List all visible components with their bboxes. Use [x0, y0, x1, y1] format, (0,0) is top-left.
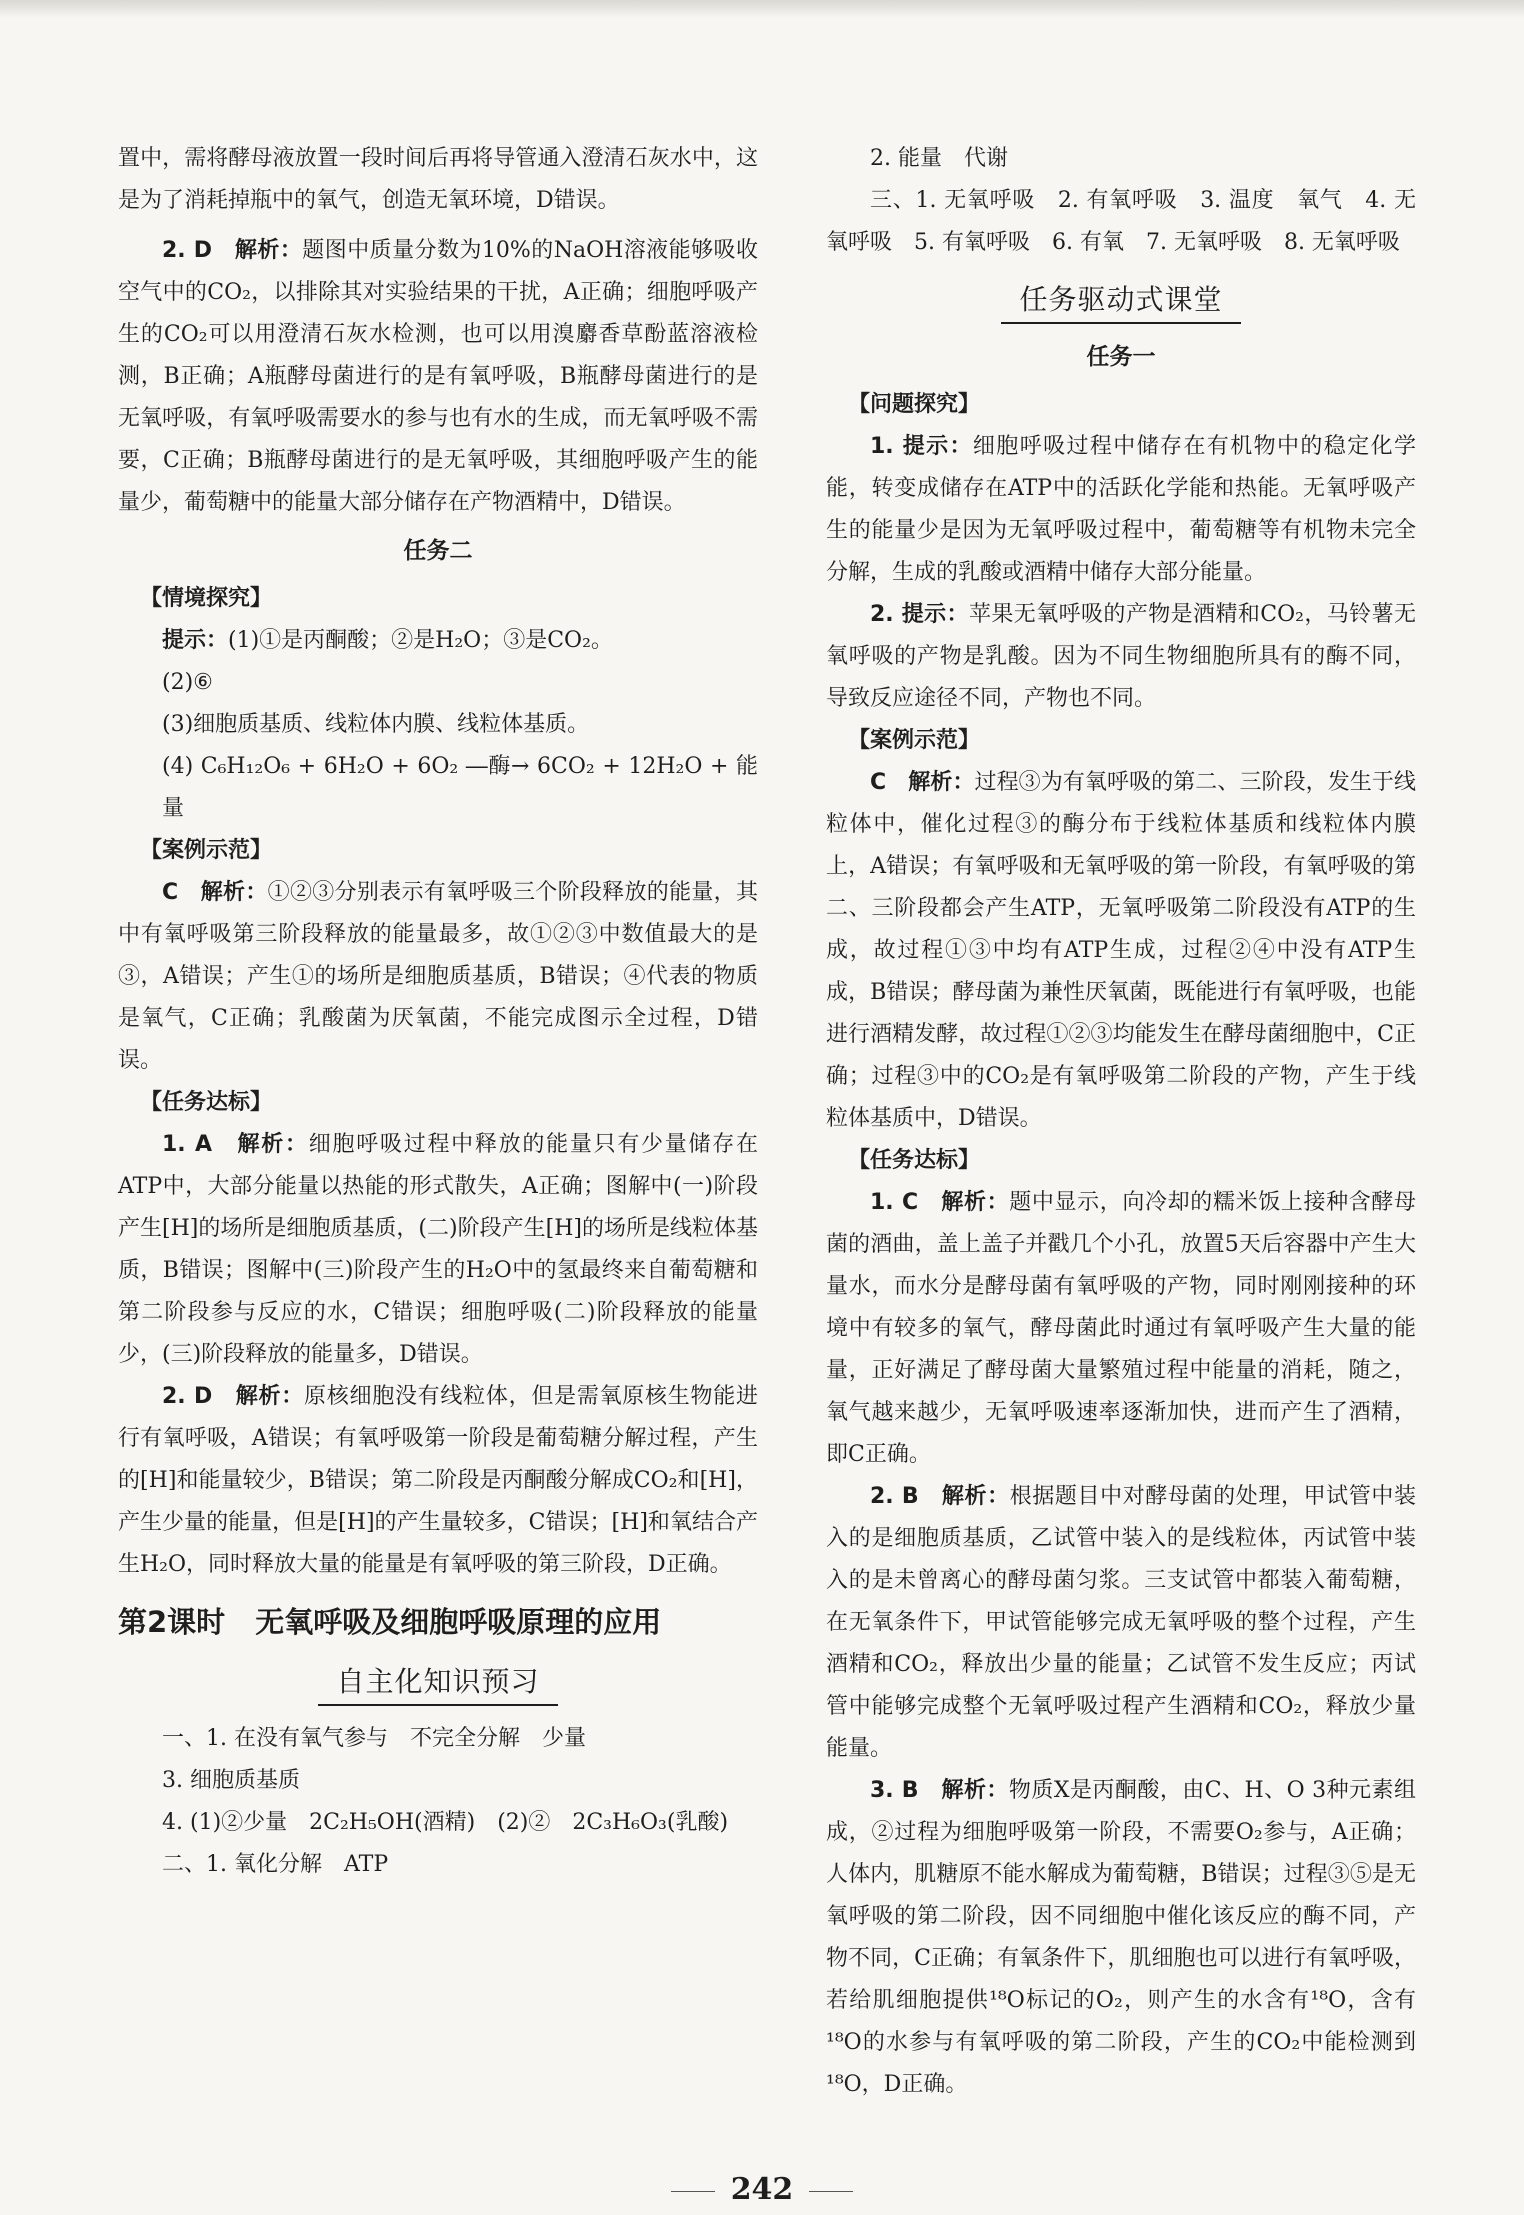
paragraph-text: 置中，需将酵母液放置一段时间后再将导管通入澄清石灰水中，这是为了消耗掉瓶中的氧气，创造无氧环境，D错误。 — [118, 146, 758, 213]
question-tip-2 — [826, 594, 1416, 720]
answer-text: 细胞呼吸过程中释放的能量只有少量储存在ATP中，大部分能量以热能的形式散失，A正确；图解中(一)阶段产生[H]的场所是细胞质基质，(二)阶段产生[H]的场所是线粒体基质，B错误；图解中(三)阶段产生的H₂O中的氢最终来自葡萄糖和第二阶段参与反应的水，C错误；细胞呼吸(二)阶段释放的能量少，(三)阶段释放的能量多，D错误。 — [118, 1132, 758, 1367]
goal-answer-2 — [118, 1376, 758, 1586]
tip-label: 提示： — [162, 628, 229, 653]
answer-text: 过程③为有氧呼吸的第二、三阶段，发生于线粒体中，催化过程③的酶分布于线粒体基质和线粒体内膜上，A错误；有氧呼吸和无氧呼吸的第一阶段，有氧呼吸的第二、三阶段都会产生ATP，无氧呼吸第二阶段没有ATP的生成，故过程①③中均有ATP生成，过程②④中没有ATP生成，B错误；酵母菌为兼性厌氧菌，既能进行有氧呼吸，也能进行酒精发酵，故过程①②③均能发生在酵母菌细胞中，C正确；过程③中的CO₂是有氧呼吸第二阶段的产物，产生于线粒体基质中，D错误。 — [826, 770, 1416, 1131]
preview-line-5: 2. 能量 代谢 — [870, 146, 1008, 171]
preview-line-6: 三、1. 无氧呼吸 2. 有氧呼吸 3. 温度 氧气 4. 无氧呼吸 5. 有氧呼吸 6. 有氧 7. 无氧呼吸 8. 无氧呼吸 — [826, 188, 1416, 255]
answer-label: 2. B 解析： — [870, 1484, 1010, 1509]
preview-line-3: 4. (1)②少量 2C₂H₅OH(酒精) (2)② 2C₃H₆O₃(乳酸) — [162, 1810, 729, 1835]
tip-label: 2. 提示： — [870, 602, 969, 627]
section-case: 【案例示范】 — [848, 728, 981, 753]
section-question: 【问题探究】 — [848, 392, 981, 417]
question-tip-1 — [826, 426, 1416, 594]
task-two-title: 任务二 — [403, 538, 473, 564]
tip-text: (1)①是丙酮酸；②是H₂O；③是CO₂。 — [228, 628, 613, 653]
paragraph — [118, 138, 758, 222]
tip-line-4-equation: (4) C₆H₁₂O₆ + 6H₂O + 6O₂ ―酶→ 6CO₂ + 12H₂O + 能量 — [162, 754, 758, 821]
answer-label: 2. D 解析： — [162, 1384, 304, 1409]
goal-answer-1 — [826, 1182, 1416, 1476]
right-column — [826, 138, 1416, 2106]
tip-text: 苹果无氧呼吸的产物是酒精和CO₂，马铃薯无氧呼吸的产物是乳酸。因为不同生物细胞所具有的酶不同，导致反应途径不同，产物也不同。 — [826, 602, 1416, 711]
answer-text: ①②③分别表示有氧呼吸三个阶段释放的能量，其中有氧呼吸第三阶段释放的能量最多，故①②③中数值最大的是③，A错误；产生①的场所是细胞质基质，B错误；④代表的物质是氧气，C正确；乳酸菌为厌氧菌，不能完成图示全过程，D错误。 — [118, 880, 758, 1073]
answer-label: 1. C 解析： — [870, 1190, 1010, 1215]
answer-text: 题图中质量分数为10%的NaOH溶液能够吸收空气中的CO₂，以排除其对实验结果的干扰，A正确；细胞呼吸产生的CO₂可以用澄清石灰水检测，也可以用溴麝香草酚蓝溶液检测，B正确；A瓶酵母菌进行的是有氧呼吸，B瓶酵母菌进行的是无氧呼吸，有氧呼吸需要水的参与也有水的生成，而无氧呼吸不需要，C正确；B瓶酵母菌进行的是无氧呼吸，其细胞呼吸产生的能量少，葡萄糖中的能量大部分储存在产物酒精中，D错误。 — [118, 238, 758, 515]
answer-label: C 解析： — [162, 880, 268, 905]
case-answer — [118, 872, 758, 1082]
preview-line-1: 一、1. 在没有氧气参与 不完全分解 少量 — [162, 1726, 586, 1751]
answer-text: 题中显示，向冷却的糯米饭上接种含酵母菌的酒曲，盖上盖子并戳几个小孔，放置5天后容器中产生大量水，而水分是酵母菌有氧呼吸的产物，同时刚刚接种的环境中有较多的氧气，酵母菌此时通过有氧呼吸产生大量的能量，正好满足了酵母菌大量繁殖过程中能量的消耗，随之，氧气越来越少，无氧呼吸速率逐渐加快，进而产生了酒精，即C正确。 — [826, 1190, 1416, 1467]
answer-label: 3. B 解析： — [870, 1778, 1009, 1803]
answer-text: 物质X是丙酮酸，由C、H、O 3种元素组成，②过程为细胞呼吸第一阶段，不需要O₂参与，A正确；人体内，肌糖原不能水解成为葡萄糖，B错误；过程③⑤是无氧呼吸的第二阶段，因不同细胞中催化该反应的酶不同，产物不同，C正确；有氧条件下，肌细胞也可以进行有氧呼吸，若给肌细胞提供¹⁸O标记的O₂，则产生的水含有¹⁸O，含有¹⁸O的水参与有氧呼吸的第二阶段，产生的CO₂中能检测到¹⁸O，D正确。 — [826, 1778, 1416, 2097]
tip-line-3: (3)细胞质基质、线粒体内膜、线粒体基质。 — [162, 712, 590, 737]
preview-banner: 自主化知识预习 — [318, 1660, 558, 1706]
task-one-title: 任务一 — [1086, 344, 1156, 370]
answer-text: 根据题目中对酵母菌的处理，甲试管中装入的是细胞质基质，乙试管中装入的是线粒体，丙试管中装入的是未曾离心的酵母菌匀浆。三支试管中都装入葡萄糖，在无氧条件下，甲试管能够完成无氧呼吸的整个过程，产生酒精和CO₂，释放出少量的能量；乙试管不发生反应；丙试管中能够完成整个无氧呼吸过程产生酒精和CO₂，释放少量能量。 — [826, 1484, 1416, 1761]
lesson-heading — [118, 1598, 758, 1646]
section-case: 【案例示范】 — [140, 838, 273, 863]
answer-label: C 解析： — [870, 770, 975, 795]
page-edge — [0, 0, 1524, 18]
section-goal: 【任务达标】 — [140, 1090, 273, 1115]
preview-line-4: 二、1. 氧化分解 ATP — [162, 1852, 389, 1877]
tip-line-2: (2)⑥ — [162, 670, 213, 695]
lesson-number: 第2课时 — [118, 1605, 226, 1639]
answer-label: 1. A 解析： — [162, 1132, 309, 1157]
page-number: 242 — [0, 2172, 1524, 2207]
goal-answer-1 — [118, 1124, 758, 1376]
case-answer — [826, 762, 1416, 1140]
left-column — [118, 138, 758, 1886]
answer-label: 2. D 解析： — [162, 238, 303, 263]
goal-answer-2 — [826, 1476, 1416, 1770]
section-goal: 【任务达标】 — [848, 1148, 981, 1173]
lesson-title: 无氧呼吸及细胞呼吸原理的应用 — [255, 1605, 662, 1639]
tip-text: 细胞呼吸过程中储存在有机物中的稳定化学能，转变成储存在ATP中的活跃化学能和热能。无氧呼吸产生的能量少是因为无氧呼吸过程中，葡萄糖等有机物未完全分解，生成的乳酸或酒精中储存大部分能量。 — [826, 434, 1416, 585]
answer-text: 原核细胞没有线粒体，但是需氧原核生物能进行有氧呼吸，A错误；有氧呼吸第一阶段是葡萄糖分解过程，产生的[H]和能量较少，B错误；第二阶段是丙酮酸分解成CO₂和[H]，产生少量的能量，但是[H]的产生量较多，C错误；[H]和氧结合产生H₂O，同时释放大量的能量是有氧呼吸的第三阶段，D正确。 — [118, 1384, 758, 1577]
section-situation: 【情境探究】 — [140, 586, 273, 611]
class-banner: 任务驱动式课堂 — [1001, 278, 1241, 324]
tip-label: 1. 提示： — [870, 434, 973, 459]
preview-line-2: 3. 细胞质基质 — [162, 1768, 300, 1793]
answer-2d — [118, 230, 758, 524]
goal-answer-3 — [826, 1770, 1416, 2106]
tip-line-1 — [118, 620, 758, 662]
